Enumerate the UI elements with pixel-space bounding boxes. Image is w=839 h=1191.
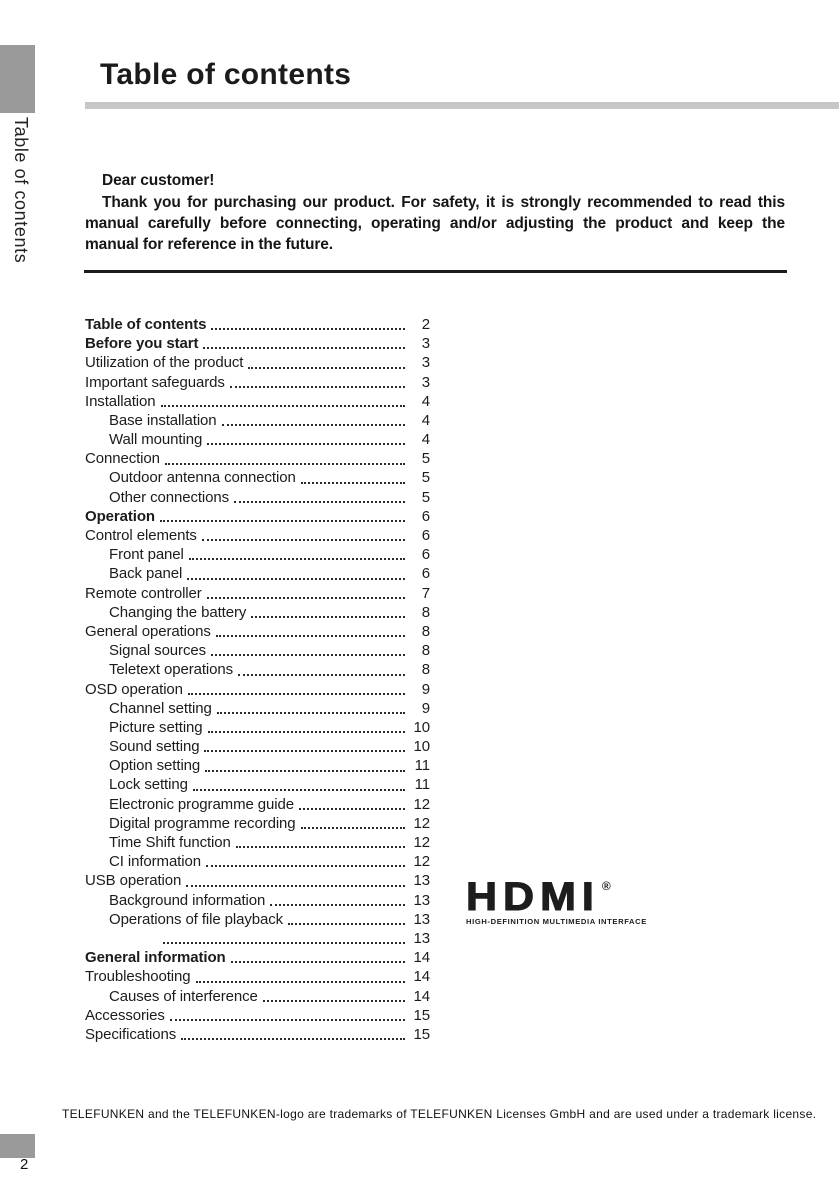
toc-entry-label: Lock setting (109, 776, 188, 794)
toc-entry-label: Causes of interference (109, 987, 258, 1005)
toc-row (85, 910, 430, 929)
toc-row (85, 891, 430, 910)
toc-leader-dots (231, 961, 405, 963)
toc-leader-dots (202, 539, 405, 541)
toc-row (85, 564, 430, 583)
toc-page-number: 5 (421, 469, 430, 487)
toc-row (85, 699, 430, 718)
toc-page-number: 12 (413, 834, 430, 852)
toc-page-number: 3 (421, 373, 430, 391)
toc-page-number: 15 (413, 1006, 430, 1024)
toc-row (85, 987, 430, 1006)
toc-entry-label: Time Shift function (109, 834, 231, 852)
toc-page-number: 8 (421, 661, 430, 679)
toc-page-number: 8 (421, 603, 430, 621)
toc-row (85, 488, 430, 507)
toc-page-number: 14 (413, 949, 430, 967)
toc-row (85, 852, 430, 871)
toc-entry-label: Troubleshooting (85, 968, 191, 986)
toc-page-number: 8 (421, 622, 430, 640)
toc-row (85, 718, 430, 737)
toc-leader-dots (230, 386, 405, 388)
toc-leader-dots (196, 981, 405, 983)
toc-entry-label: Teletext operations (109, 661, 234, 679)
intro-section (85, 170, 785, 255)
toc-page-number: 9 (421, 699, 430, 717)
toc-page-number: 10 (413, 738, 430, 756)
chapter-tab-marker-bottom (0, 1134, 35, 1158)
toc-page-number: 6 (421, 546, 430, 564)
toc-entry-label: Outdoor antenna connection (109, 469, 296, 487)
toc-entry-label: Wall mounting (109, 431, 203, 449)
toc-leader-dots (205, 770, 405, 772)
toc-leader-dots (288, 923, 405, 925)
toc-leader-dots (216, 635, 405, 637)
toc-page-number: 13 (413, 929, 430, 947)
toc-leader-dots (163, 942, 405, 944)
toc-page-number: 13 (413, 872, 430, 890)
toc-entry-label: Table of contents (85, 315, 207, 333)
toc-leader-dots (301, 482, 405, 484)
toc-leader-dots (186, 885, 405, 887)
toc-page-number: 9 (421, 680, 430, 698)
toc-leader-dots (193, 789, 405, 791)
toc-row (85, 737, 430, 756)
toc-leader-dots (301, 827, 405, 829)
toc-row (85, 584, 430, 603)
toc-page-number: 13 (413, 910, 430, 928)
registered-trademark-icon: ® (601, 879, 611, 893)
toc-row (85, 948, 430, 967)
toc-entry-label: Digital programme recording (109, 814, 296, 832)
toc-entry-label: Background information (109, 891, 266, 909)
toc-leader-dots (208, 731, 405, 733)
toc-page-number: 6 (421, 527, 430, 545)
toc-entry-label: Important safeguards (85, 373, 225, 391)
toc-entry-label: OSD operation (85, 680, 183, 698)
chapter-tab-marker-top (0, 45, 35, 113)
toc-row (85, 641, 430, 660)
toc-page-number: 12 (413, 814, 430, 832)
toc-entry-label: Operation (85, 507, 155, 525)
toc-page-number: 8 (421, 642, 430, 660)
toc-entry-label: Option setting (109, 757, 201, 775)
toc-row (85, 430, 430, 449)
toc-entry-label: Sound setting (109, 738, 200, 756)
toc-page-number: 13 (413, 891, 430, 909)
toc-page-number: 5 (421, 450, 430, 468)
toc-page-number: 12 (413, 853, 430, 871)
toc-entry-label: Picture setting (109, 718, 203, 736)
toc-page-number: 11 (414, 757, 430, 775)
toc-row (85, 449, 430, 468)
toc-entry-label: Electronic programme guide (109, 795, 294, 813)
toc-page-number: 12 (413, 795, 430, 813)
hdmi-logo (466, 874, 647, 926)
toc-entry-label: Base installation (109, 411, 217, 429)
toc-leader-dots (211, 328, 405, 330)
page-title: Table of contents (100, 58, 352, 91)
toc-row (85, 795, 430, 814)
toc-leader-dots (207, 597, 405, 599)
toc-entry-label: Accessories (85, 1006, 165, 1024)
toc-row (85, 1006, 430, 1025)
toc-row (85, 756, 430, 775)
toc-row (85, 660, 430, 679)
toc-entry-label: CI information (109, 853, 201, 871)
toc-row (85, 967, 430, 986)
toc-entry-label: Changing the battery (109, 603, 247, 621)
toc-entry-label: Before you start (85, 335, 199, 353)
toc-leader-dots (204, 750, 405, 752)
toc-entry-label: Signal sources (109, 642, 206, 660)
toc-leader-dots (165, 463, 405, 465)
toc-page-number: 6 (421, 507, 430, 525)
toc-leader-dots (299, 808, 405, 810)
sidebar-vertical-label: Table of contents (11, 117, 31, 264)
toc-leader-dots (270, 904, 405, 906)
page-number: 2 (20, 1156, 29, 1173)
toc-row (85, 469, 430, 488)
toc-page-number: 7 (421, 584, 430, 602)
hdmi-logo-text: HDMI (466, 874, 600, 920)
toc-row (85, 871, 430, 890)
toc-row (85, 929, 430, 948)
toc-page-number: 3 (421, 354, 430, 372)
toc-list (85, 315, 430, 1044)
hdmi-logo-tagline: HIGH-DEFINITION MULTIMEDIA INTERFACE (466, 917, 647, 926)
toc-entry-label: Back panel (109, 565, 183, 583)
toc-entry-label: USB operation (85, 872, 182, 890)
toc-row (85, 373, 430, 392)
toc-row (85, 776, 430, 795)
intro-paragraph: Thank you for purchasing our product. For safety, it is strongly recommended to read this manual carefully before connecting, operating and/or adjusting the product and keep the manual for reference in the future. (85, 194, 785, 253)
toc-row (85, 622, 430, 641)
toc-page-number: 15 (413, 1025, 430, 1043)
toc-entry-label: Remote controller (85, 584, 202, 602)
toc-leader-dots (236, 846, 405, 848)
toc-row (85, 680, 430, 699)
toc-entry-label: Installation (85, 392, 156, 410)
toc-entry-label: General information (85, 949, 226, 967)
toc-leader-dots (248, 367, 405, 369)
toc-row (85, 603, 430, 622)
toc-row (85, 526, 430, 545)
toc-page-number: 10 (413, 718, 430, 736)
toc-entry-label: General operations (85, 622, 211, 640)
toc-row (85, 833, 430, 852)
toc-row (85, 334, 430, 353)
toc-page-number: 5 (421, 488, 430, 506)
toc-leader-dots (170, 1019, 405, 1021)
toc-row (85, 507, 430, 526)
toc-entry-label: Operations of file playback (109, 910, 284, 928)
toc-page-number: 6 (421, 565, 430, 583)
toc-page-number: 2 (421, 315, 430, 333)
toc-leader-dots (211, 654, 405, 656)
toc-leader-dots (263, 1000, 405, 1002)
toc-leader-dots (251, 616, 405, 618)
toc-entry-label: Specifications (85, 1025, 177, 1043)
toc-leader-dots (234, 501, 405, 503)
toc-leader-dots (238, 674, 405, 676)
toc-row (85, 353, 430, 372)
toc-page-number: 14 (413, 987, 430, 1005)
toc-leader-dots (189, 558, 405, 560)
toc-page-number: 4 (421, 411, 430, 429)
toc-leader-dots (217, 712, 405, 714)
section-divider-line (84, 270, 787, 273)
toc-page-number: 4 (421, 392, 430, 410)
toc-row (85, 315, 430, 334)
toc-leader-dots (207, 443, 405, 445)
toc-leader-dots (203, 347, 405, 349)
toc-page-number: 11 (414, 776, 430, 794)
intro-greeting: Dear customer! (102, 172, 215, 189)
toc-page-number: 3 (421, 335, 430, 353)
toc-row (85, 1025, 430, 1044)
toc-row (85, 814, 430, 833)
title-underline-bar (85, 102, 839, 109)
footer-trademark-text: TELEFUNKEN and the TELEFUNKEN-logo are trademarks of TELEFUNKEN Licenses GmbH and are used under a trademark license. (62, 1107, 817, 1121)
toc-page-number: 14 (413, 968, 430, 986)
toc-row (85, 545, 430, 564)
toc-entry-label: Channel setting (109, 699, 212, 717)
toc-page-number: 4 (421, 431, 430, 449)
toc-leader-dots (160, 520, 405, 522)
toc-entry-label: Control elements (85, 527, 197, 545)
toc-leader-dots (161, 405, 405, 407)
toc-entry-label: Front panel (109, 546, 184, 564)
toc-leader-dots (222, 424, 405, 426)
toc-entry-label: Other connections (109, 488, 230, 506)
toc-leader-dots (188, 693, 405, 695)
toc-row (85, 392, 430, 411)
toc-leader-dots (206, 865, 405, 867)
toc-leader-dots (187, 578, 405, 580)
toc-row (85, 411, 430, 430)
toc-leader-dots (181, 1038, 405, 1040)
toc-entry-label: Connection (85, 450, 160, 468)
toc-entry-label: Utilization of the product (85, 354, 244, 372)
